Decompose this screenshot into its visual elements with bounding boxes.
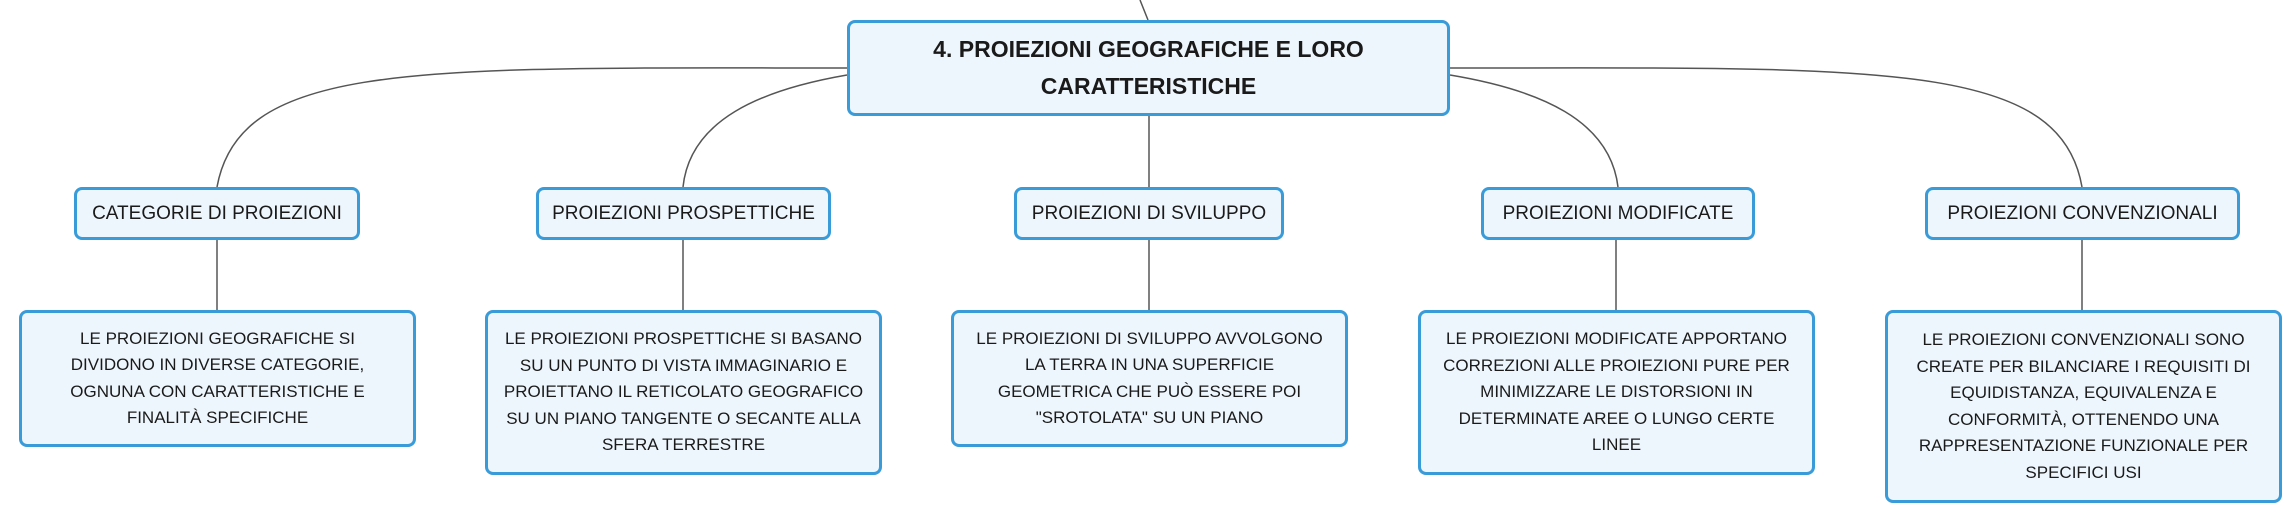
connector-root-c1 [217, 68, 847, 187]
root-title-line1: 4. PROIEZIONI GEOGRAFICHE E LORO [933, 36, 1364, 62]
description-text: LE PROIEZIONI MODIFICATE APPORTANO CORREZIONI ALLE PROIEZIONI PURE PER MINIMIZZARE LE DISTORSIONI IN DETERMINATE AREE O LUNGO CERTE LINEE [1443, 329, 1790, 455]
description-node-categorie[interactable] [19, 310, 416, 447]
category-node-modificate[interactable] [1481, 187, 1755, 240]
category-node-sviluppo[interactable] [1014, 187, 1284, 240]
category-node-prospettiche[interactable] [536, 187, 831, 240]
parent-connector [1140, 0, 1148, 20]
description-node-sviluppo[interactable] [951, 310, 1348, 447]
description-node-prospettiche[interactable] [485, 310, 882, 475]
category-label: PROIEZIONI PROSPETTICHE [552, 202, 815, 224]
root-title-line2: CARATTERISTICHE [1040, 73, 1257, 99]
description-text: LE PROIEZIONI GEOGRAFICHE SI DIVIDONO IN DIVERSE CATEGORIE, OGNUNA CON CARATTERISTICHE E FINALITÀ SPECIFICHE [70, 328, 365, 427]
description-text: LE PROIEZIONI DI SVILUPPO AVVOLGONO LA TERRA IN UNA SUPERFICIE GEOMETRICA CHE PUÒ ESSERE POI "SROTOLATA" SU UN PIANO [976, 328, 1323, 427]
category-label: CATEGORIE DI PROIEZIONI [92, 202, 342, 224]
category-label: PROIEZIONI CONVENZIONALI [1947, 202, 2218, 224]
description-node-convenzionali[interactable] [1885, 310, 2282, 503]
connector-root-c5 [1450, 68, 2082, 187]
connector-root-c4 [1450, 75, 1618, 187]
category-label: PROIEZIONI MODIFICATE [1502, 202, 1734, 224]
description-text: LE PROIEZIONI CONVENZIONALI SONO CREATE PER BILANCIARE I REQUISITI DI EQUIDISTANZA, EQUIVALENZA E CONFORMITÀ, OTTENENDO UNA RAPPRESENTAZIONE FUNZIONALE PER SPECIFICI USI [1916, 330, 2251, 482]
category-label: PROIEZIONI DI SVILUPPO [1031, 202, 1267, 224]
description-node-modificate[interactable] [1418, 310, 1815, 475]
category-node-categorie[interactable] [74, 187, 360, 240]
root-title [933, 31, 1364, 105]
connector-root-c2 [683, 75, 847, 187]
description-text: LE PROIEZIONI PROSPETTICHE SI BASANO SU UN PUNTO DI VISTA IMMAGINARIO E PROIETTANO IL RETICOLATO GEOGRAFICO SU UN PIANO TANGENTE O SECANTE ALLA SFERA TERRESTRE [503, 329, 864, 455]
root-node[interactable] [847, 20, 1450, 116]
category-node-convenzionali[interactable] [1925, 187, 2240, 240]
